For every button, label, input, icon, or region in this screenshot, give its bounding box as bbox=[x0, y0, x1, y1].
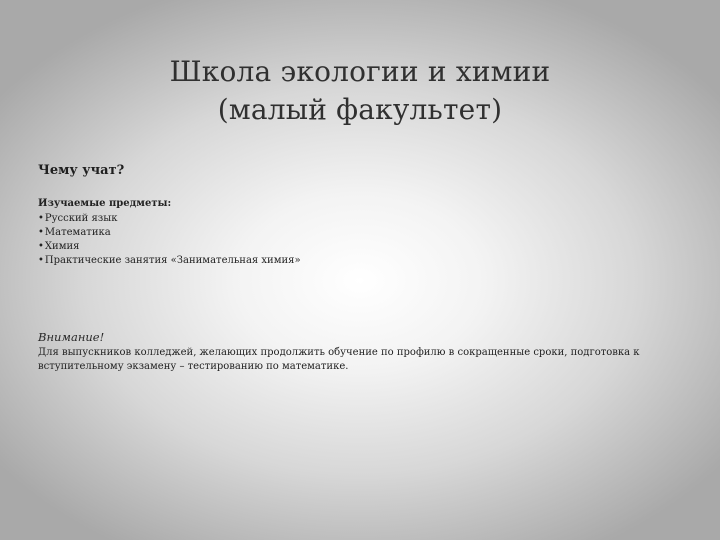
subjects-heading: Изучаемые предметы: bbox=[38, 198, 172, 209]
list-item: • Математика bbox=[38, 226, 301, 240]
subjects-list bbox=[38, 212, 301, 268]
list-item: • Химия bbox=[38, 240, 301, 254]
attention-paragraph: Для выпускников колледжей, желающих продолжить обучение по профилю в сокращенные сроки, подготовка к вступительному экзамену – тестированию по математике. bbox=[38, 347, 640, 372]
slide-title-line-2: (малый факультет) bbox=[217, 92, 503, 126]
slide-title bbox=[0, 53, 720, 129]
section-heading: Чему учат? bbox=[38, 163, 125, 178]
list-item: • Русский язык bbox=[38, 212, 301, 226]
slide-title-line-1: Школа экологии и химии bbox=[169, 54, 551, 88]
list-item: • Практические занятия «Занимательная химия» bbox=[38, 254, 301, 268]
attention-heading: Внимание! bbox=[38, 330, 105, 344]
